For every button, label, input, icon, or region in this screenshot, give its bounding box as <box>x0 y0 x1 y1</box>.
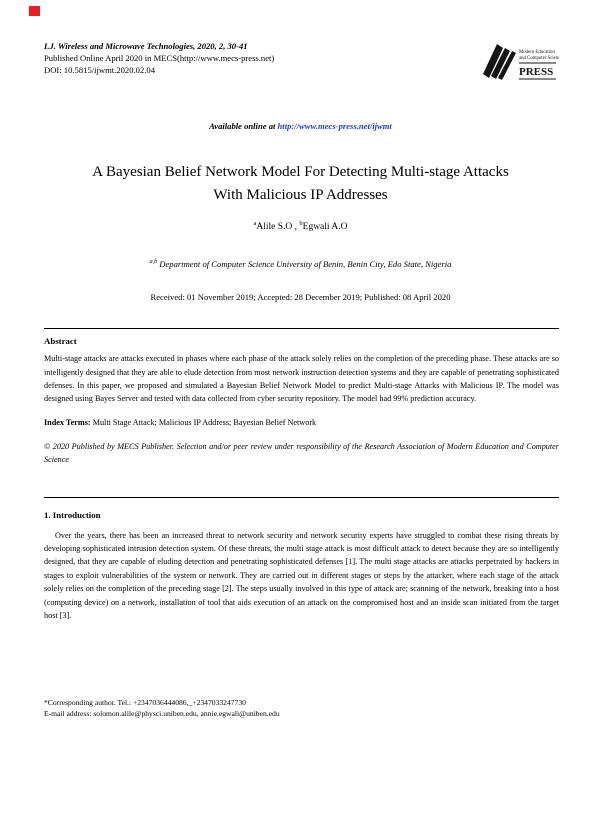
corresponding-author-footnote: *Corresponding author. Tel.: +2347036444086,_+2347033247730 <box>44 698 246 707</box>
journal-info <box>44 40 274 76</box>
author1-name: Alile S.O , <box>256 222 300 233</box>
affiliation-text: Department of Computer Science University of Benin, Benin City, Edo State, Nigeria <box>157 259 452 270</box>
divider-above-abstract <box>44 328 559 329</box>
mecs-press-logo <box>479 40 559 95</box>
available-online-line <box>0 121 601 131</box>
author1-superscript: a <box>253 220 257 227</box>
abstract-text: Multi-stage attacks are attacks executed in phases where each phase of the attack solely relies on the completion of the preceding phase. These attacks are so intelligently designed that they are able to elude detection from most network instruction detection systems and they are capable of penetrating sophisticated defenses. In this paper, we proposed and simulated a Bayesian Belief Network Model to predict Multi-stage Attacks with Malicious IP. The model was designed using Bayes Server and tested with data collected from cyber security repository. The model had 99% prediction accuracy. <box>44 354 559 404</box>
index-terms-line <box>44 418 559 427</box>
book-icon <box>479 40 559 90</box>
logo-text-line2: and Computer Science <box>519 56 559 61</box>
journal-title-line: I.J. Wireless and Microwave Technologies, 2020, 2, 30-41 <box>44 41 248 51</box>
dates-line: Received: 01 November 2019; Accepted: 28 December 2019; Published: 08 April 2020 <box>150 292 451 303</box>
index-terms-label: Index Terms: <box>44 417 91 427</box>
divider-above-introduction <box>44 497 559 498</box>
doi-line: DOI: 10.5815/ijwmt.2020.02.04 <box>44 65 156 75</box>
logo-press-label: PRESS <box>519 66 554 78</box>
introduction-text: Over the years, there has been an increased threat to network security and network security experts have struggled to combat these rising threats by developing sophisticated intrusion detection system. Of these threats, the multi stage attack is most difficult attack to detect because they are so intelligently designed, that they are capable of eluding detection and penetrating sophisticated defenses [1]. The multi stage attacks are attacks perpetrated by hackers in stages to exploit vulnerabilities of the system or network. They are carried out in different stages or steps by the attacker, where each stage of the attack solely relies on the completion of the preceding stage [2]. The steps usually involved in this type of attack are; scanning of the network, breaking into a host (computing device) on a network, installation of tool that aids execution of an attack on the compromised host and an inside scan initiated from the target host [3]. <box>44 530 559 621</box>
logo-text-line1: Modern Education <box>519 50 555 55</box>
abstract-heading: Abstract <box>44 336 77 347</box>
header <box>0 0 601 95</box>
title-line-2: With Malicious IP Addresses <box>213 187 388 203</box>
journal-url-link[interactable]: http://www.mecs-press.net/ijwmt <box>277 121 392 131</box>
introduction-heading: 1. Introduction <box>44 509 101 520</box>
email-footnote: E-mail address: solomon.alile@physci.uniben.edu, annie.egwali@uniben.edu <box>44 708 280 718</box>
copyright-notice: © 2020 Published by MECS Publisher. Selection and/or peer review under responsibility of the Research Association of Modern Education and Computer Science <box>44 441 559 465</box>
footnotes <box>44 698 280 719</box>
authors-line <box>0 220 601 232</box>
affiliation-superscript: a,b <box>149 259 158 266</box>
published-line: Published Online April 2020 in MECS(http://www.mecs-press.net) <box>44 53 275 63</box>
index-terms-text: Multi Stage Attack; Malicious IP Address; Bayesian Belief Network <box>90 417 317 427</box>
red-corner-mark <box>29 6 40 16</box>
available-prefix: Available online at <box>209 121 278 131</box>
title-line-1: A Bayesian Belief Network Model For Detecting Multi-stage Attacks <box>92 164 509 180</box>
author2-name: Egwali A.O <box>302 222 348 233</box>
affiliation-line <box>0 259 601 269</box>
author2-superscript: b <box>299 220 303 227</box>
page-title <box>0 161 601 207</box>
